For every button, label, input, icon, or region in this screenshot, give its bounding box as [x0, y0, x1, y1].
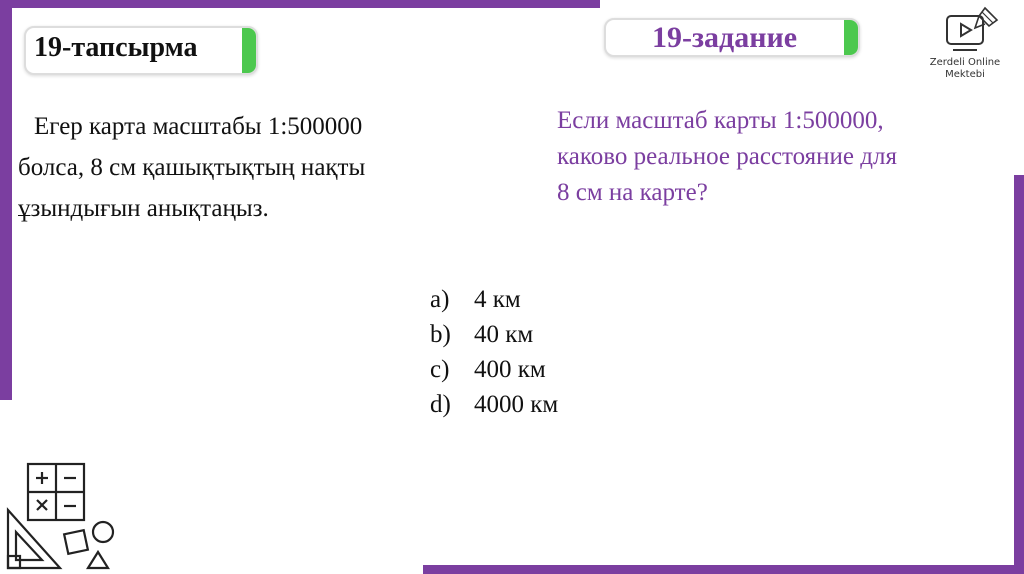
logo-line-2: Mektebi: [945, 69, 985, 80]
ru-question-line-1: Если масштаб карты 1:500000,: [557, 107, 884, 134]
kz-title-box: [24, 26, 258, 75]
kz-question-line-1: Егер карта масштабы 1:500000: [34, 113, 363, 140]
ru-title: 19-задание: [652, 21, 798, 54]
kz-question-line-3: ұзындығын анықтаңыз.: [18, 195, 269, 222]
answer-letter: c): [430, 356, 450, 383]
answer-option[interactable]: [430, 352, 558, 387]
answer-letter: d): [430, 391, 451, 418]
answer-value: 40 км: [474, 321, 534, 348]
answer-letter: a): [430, 286, 450, 313]
kz-question-text: [18, 106, 455, 229]
answer-options: [430, 282, 558, 422]
answer-option[interactable]: [430, 317, 558, 352]
answer-option[interactable]: [430, 282, 558, 317]
answer-value: 4 км: [474, 286, 521, 313]
ru-question-line-3: 8 см на карте?: [557, 179, 708, 206]
right-border-bar: [1014, 175, 1024, 574]
answer-value: 400 км: [474, 356, 546, 383]
answer-option[interactable]: [430, 387, 558, 422]
kz-title: 19-тапсырма: [34, 32, 198, 63]
ru-title-box: [604, 18, 860, 57]
bottom-border-bar: [423, 565, 1024, 574]
zerdeli-logo: [925, 4, 1005, 94]
answer-value: 4000 км: [474, 391, 559, 418]
left-border-bar: [0, 0, 12, 400]
ru-title-accent: [844, 20, 858, 55]
math-symbols-icon: [0, 460, 125, 574]
play-screen-pen-icon: [925, 4, 1005, 56]
logo-line-1: Zerdeli Online: [929, 57, 1001, 68]
answer-letter: b): [430, 321, 451, 348]
ru-question-line-2: каково реальное расстояние для: [557, 143, 897, 170]
logo-text: [925, 57, 1005, 81]
kz-question-line-2: болса, 8 см қашықтықтың нақты: [18, 154, 366, 181]
ru-question-text: [557, 103, 977, 211]
top-border-bar: [0, 0, 600, 8]
kz-title-accent: [242, 28, 256, 73]
